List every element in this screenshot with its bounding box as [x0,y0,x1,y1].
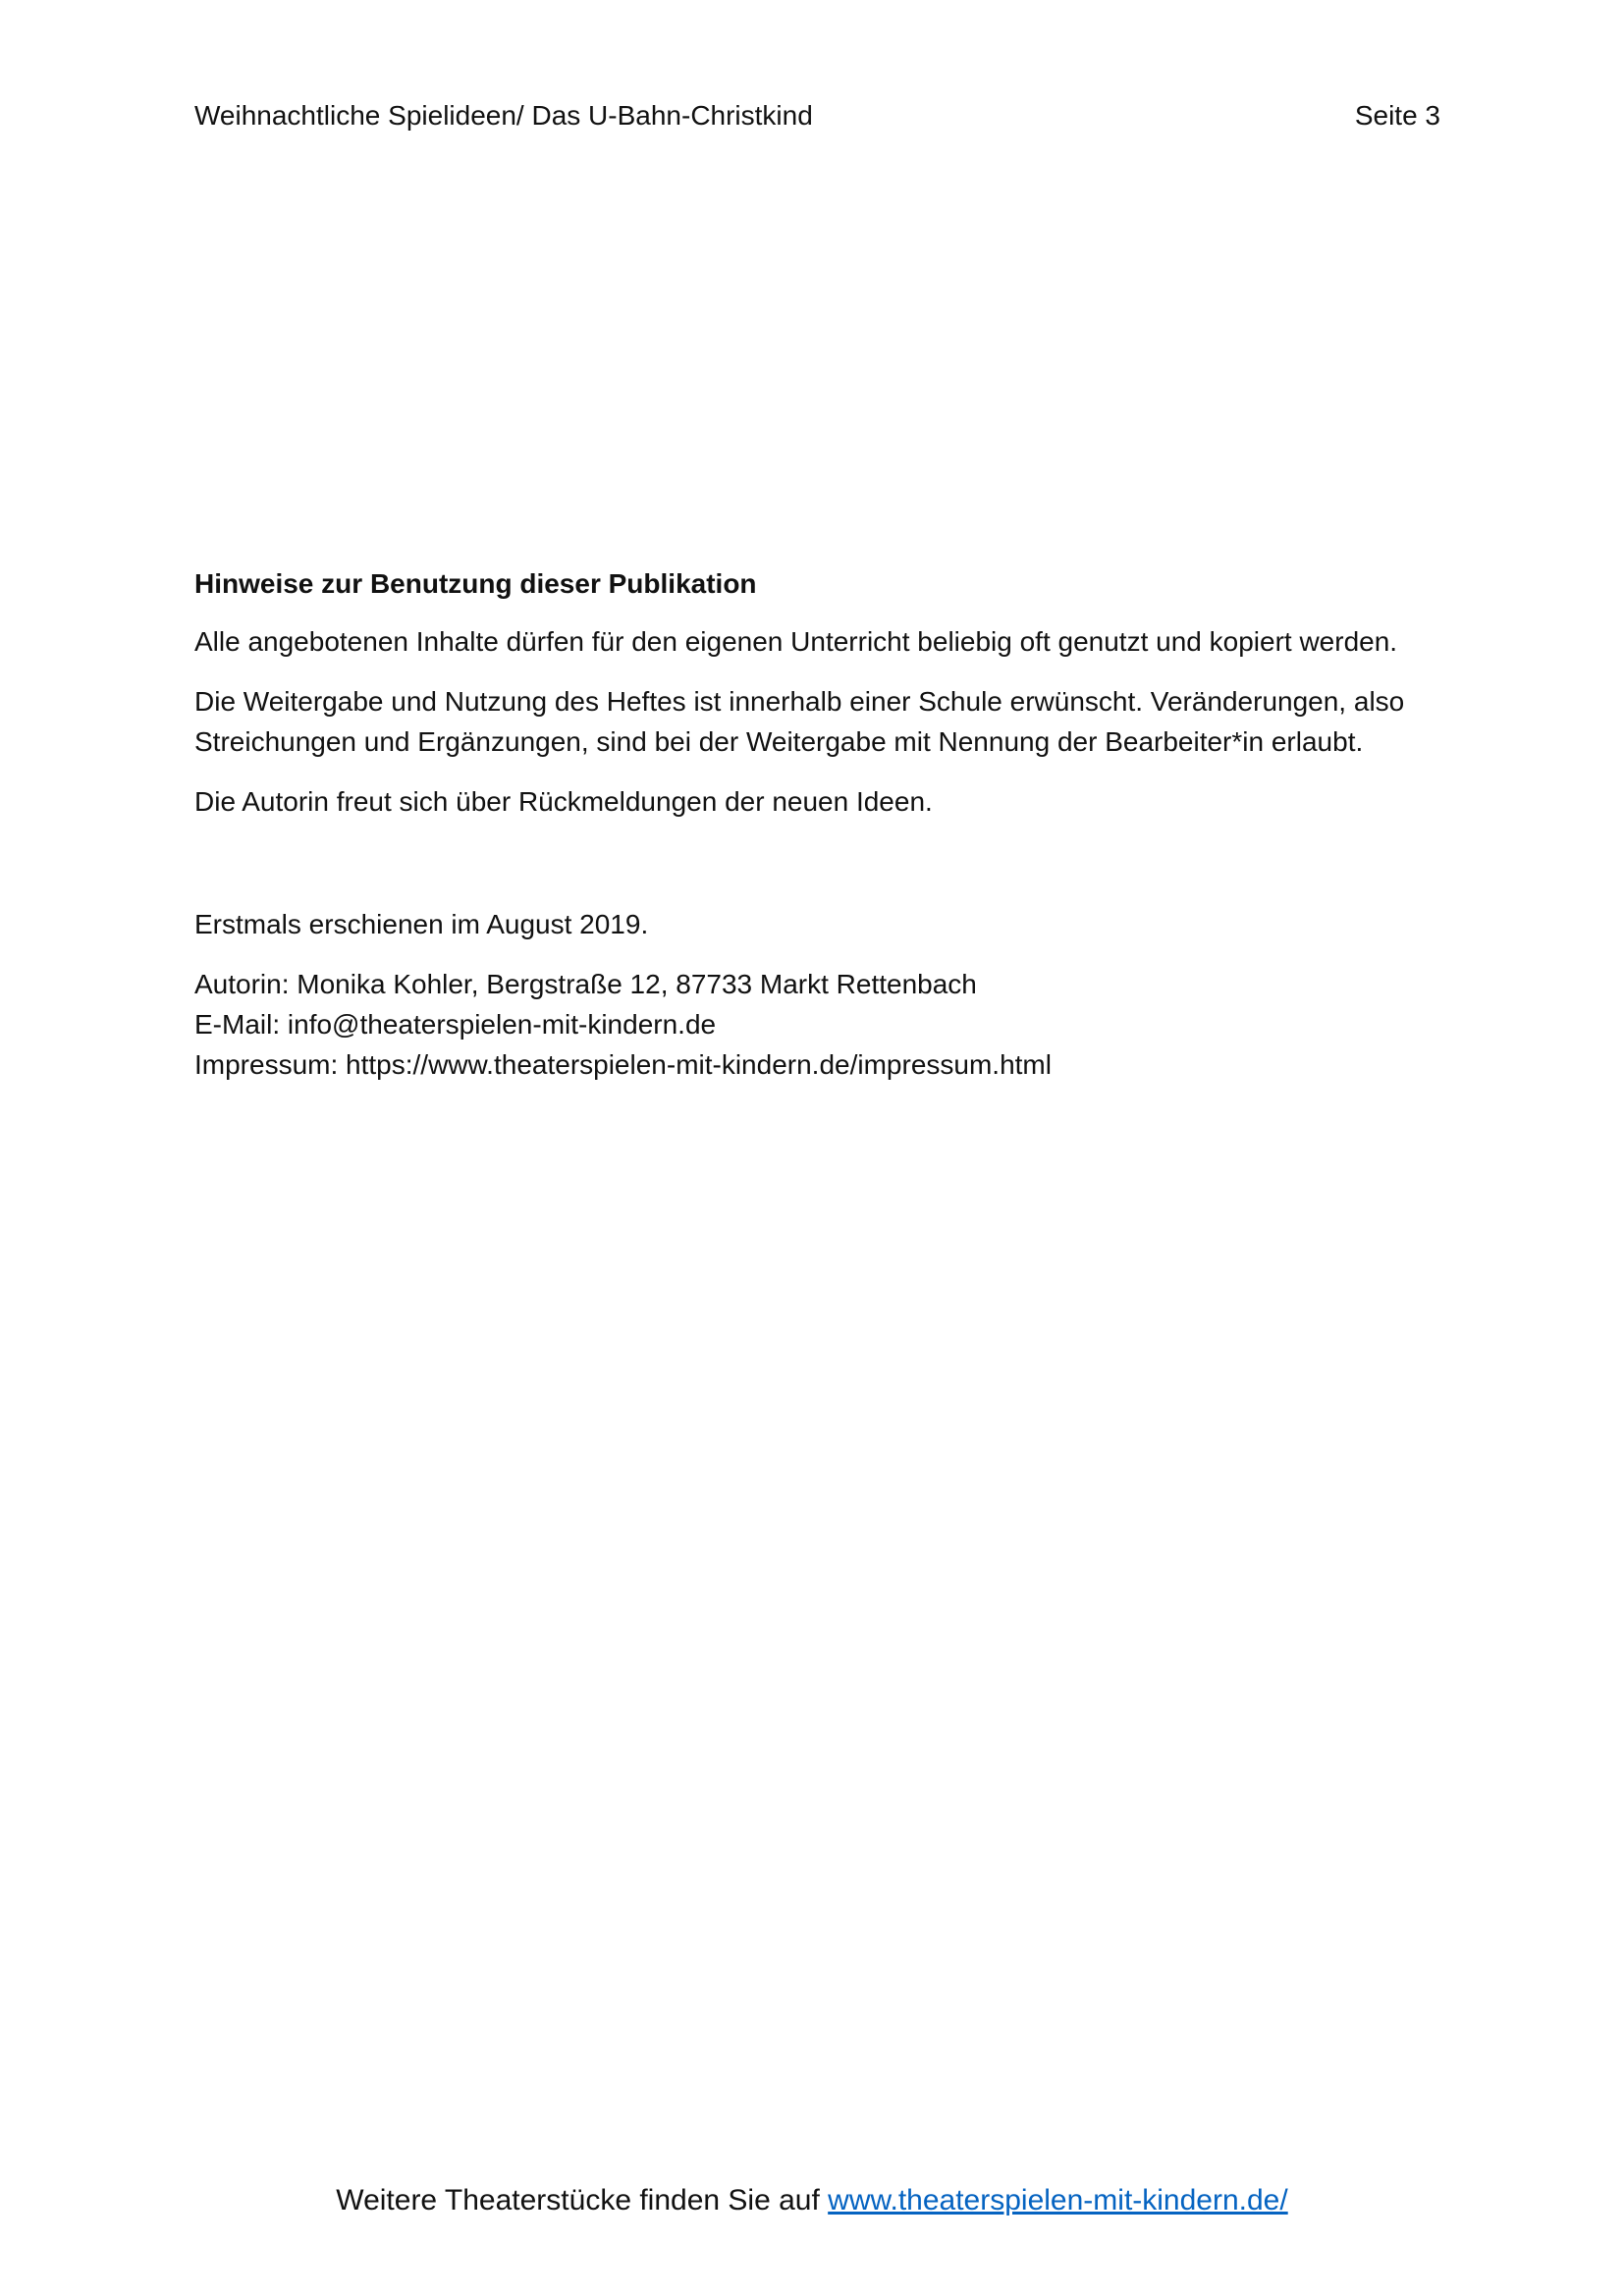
page-number: Seite 3 [1354,100,1440,131]
publication-note: Erstmals erschienen im August 2019. [194,909,649,939]
author-line: Autorin: Monika Kohler, Bergstraße 12, 87733 Markt Rettenbach [194,969,977,999]
imprint-line: Impressum: https://www.theaterspielen-mit-kindern.de/impressum.html [194,1049,1052,1080]
footer-text: Weitere Theaterstücke finden Sie auf [336,2184,829,2216]
header-title: Weihnachtliche Spielideen/ Das U-Bahn-Christkind [194,100,813,131]
section-title: Hinweise zur Benutzung dieser Publikation [194,568,757,599]
paragraph-feedback: Die Autorin freut sich über Rückmeldungen der neuen Ideen. [194,786,933,817]
main-content [194,563,1461,1085]
paragraph-distribution: Die Weitergabe und Nutzung des Heftes ist innerhalb einer Schule erwünscht. Veränderungen, also Streichungen und Ergänzungen, sind bei der Weitergabe mit Nennung der Bearbeiter*in erlaubt. [194,686,1405,757]
footer-website-link[interactable]: www.theaterspielen-mit-kindern.de/ [828,2184,1288,2216]
email-line: E-Mail: info@theaterspielen-mit-kindern.de [194,1009,717,1040]
page-header [194,98,1440,133]
paragraph-usage: Alle angebotenen Inhalte dürfen für den eigenen Unterricht beliebig oft genutzt und kopiert werden. [194,626,1398,657]
spacer [194,841,1461,904]
contact-block [194,964,1461,1085]
page-footer [0,2181,1624,2220]
